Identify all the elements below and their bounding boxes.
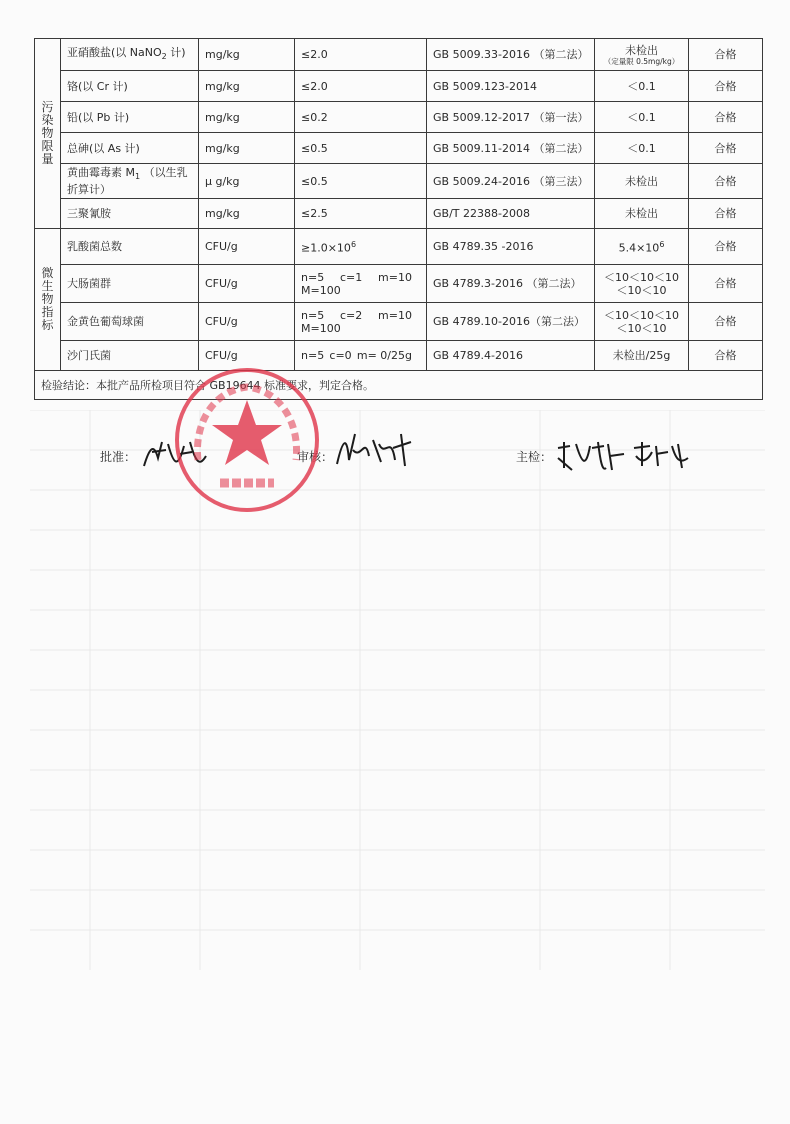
sampling-plan-cell: n=5 c=2 m=10 M=100 [295, 303, 427, 341]
unit-cell: μ g/kg [199, 164, 295, 199]
verdict-cell: 合格 [689, 265, 763, 303]
standard-cell: ≤0.5 [295, 164, 427, 199]
sampling-plan-cell: n=5 c=0 m= 0/25g [295, 341, 427, 371]
inspector-signature-1 [556, 438, 626, 481]
standard-cell: ≤0.2 [295, 102, 427, 133]
company-seal [172, 365, 322, 515]
method-cell: GB 5009.33-2016 （第二法） [427, 39, 595, 71]
standard-cell: ≤2.0 [295, 39, 427, 71]
inspector-signature-2 [632, 440, 692, 473]
result-cell: ＜10＜10＜10 ＜10＜10 [595, 303, 689, 341]
method-cell: GB 4789.3-2016 （第二法） [427, 265, 595, 303]
result-cell: ＜0.1 [595, 71, 689, 102]
unit-cell: CFU/g [199, 341, 295, 371]
item-cell: 乳酸菌总数 [61, 229, 199, 265]
method-cell: GB/T 22388-2008 [427, 199, 595, 229]
table-row [35, 102, 763, 133]
table-row [35, 71, 763, 102]
method-cell: GB 5009.123-2014 [427, 71, 595, 102]
review-label: 审核： [297, 450, 334, 464]
signature-row [0, 448, 790, 498]
verdict-cell: 合格 [689, 39, 763, 71]
method-cell: GB 5009.24-2016 （第三法） [427, 164, 595, 199]
item-cell: 总砷(以 As 计) [61, 133, 199, 164]
unit-cell: CFU/g [199, 229, 295, 265]
method-cell: GB 4789.35 -2016 [427, 229, 595, 265]
unit-cell: mg/kg [199, 199, 295, 229]
result-cell: $5.4\times 10^6$ [595, 229, 689, 265]
item-cell: 铅(以 Pb 计) [61, 102, 199, 133]
table-row [35, 229, 763, 265]
item-cell: 金黄色葡萄球菌 [61, 303, 199, 341]
table-row [35, 199, 763, 229]
verdict-cell: 合格 [689, 199, 763, 229]
table-row [35, 133, 763, 164]
reviewer-signature [335, 430, 415, 473]
method-cell: GB 4789.4-2016 [427, 341, 595, 371]
method-cell: GB 5009.12-2017 （第一法） [427, 102, 595, 133]
item-cell: 三聚氰胺 [61, 199, 199, 229]
unit-cell: mg/kg [199, 71, 295, 102]
result-cell: 未检出 （定量限 0.5mg/kg） [595, 39, 689, 71]
result-cell: 未检出/25g [595, 341, 689, 371]
item-cell: 铬(以 Cr 计) [61, 71, 199, 102]
verdict-cell: 合格 [689, 341, 763, 371]
category-char: 物 [41, 126, 54, 141]
reverse-page-bleed [30, 410, 765, 1050]
unit-cell: mg/kg [199, 133, 295, 164]
unit-cell: mg/kg [199, 39, 295, 71]
standard-cell: $\ge 1.0\times 10^6$ [295, 229, 427, 265]
conclusion-row [35, 371, 763, 400]
table-row [35, 164, 763, 199]
category-char: 量 [41, 152, 54, 167]
result-cell: 未检出 [595, 199, 689, 229]
item-cell: 黄曲霉毒素 $M_1$ （以生乳折算计） [61, 164, 199, 199]
category-char: 限 [41, 139, 54, 154]
standard-cell: ≤2.5 [295, 199, 427, 229]
category-char: 微 [41, 266, 54, 281]
table-row [35, 303, 763, 341]
conclusion-text: 检验结论：本批产品所检项目符合 GB19644 标准要求，判定合格。 [35, 371, 763, 400]
verdict-cell: 合格 [689, 71, 763, 102]
verdict-cell: 合格 [689, 102, 763, 133]
category-char: 生 [41, 279, 54, 294]
method-cell: GB 4789.10-2016（第二法） [427, 303, 595, 341]
category-label-contaminants [35, 39, 61, 229]
approve-label: 批准： [100, 450, 137, 464]
method-cell: GB 5009.11-2014 （第二法） [427, 133, 595, 164]
table-row [35, 39, 763, 71]
category-label-microbiological [35, 229, 61, 371]
category-char: 物 [41, 292, 54, 307]
category-char: 染 [41, 113, 54, 128]
table-row [35, 265, 763, 303]
standard-cell: ≤2.0 [295, 71, 427, 102]
category-char: 指 [41, 305, 54, 320]
standard-cell: ≤0.5 [295, 133, 427, 164]
category-char: 污 [41, 100, 54, 115]
verdict-cell: 合格 [689, 229, 763, 265]
inspect-label: 主检： [516, 450, 553, 464]
unit-cell: mg/kg [199, 102, 295, 133]
item-cell: 沙门氏菌 [61, 341, 199, 371]
sampling-plan-cell: n=5 c=1 m=10 M=100 [295, 265, 427, 303]
item-cell: 亚硝酸盐(以 NaNO$_2$ 计) [61, 39, 199, 71]
test-results-table [34, 38, 763, 400]
result-cell: 未检出 [595, 164, 689, 199]
verdict-cell: 合格 [689, 164, 763, 199]
table-row [35, 341, 763, 371]
result-cell: ＜0.1 [595, 133, 689, 164]
item-cell: 大肠菌群 [61, 265, 199, 303]
category-char: 标 [41, 318, 54, 333]
quantitation-limit-note: （定量限 0.5mg/kg） [603, 56, 680, 66]
unit-cell: CFU/g [199, 303, 295, 341]
unit-cell: CFU/g [199, 265, 295, 303]
result-cell: ＜0.1 [595, 102, 689, 133]
verdict-cell: 合格 [689, 303, 763, 341]
result-cell: ＜10＜10＜10 ＜10＜10 [595, 265, 689, 303]
verdict-cell: 合格 [689, 133, 763, 164]
